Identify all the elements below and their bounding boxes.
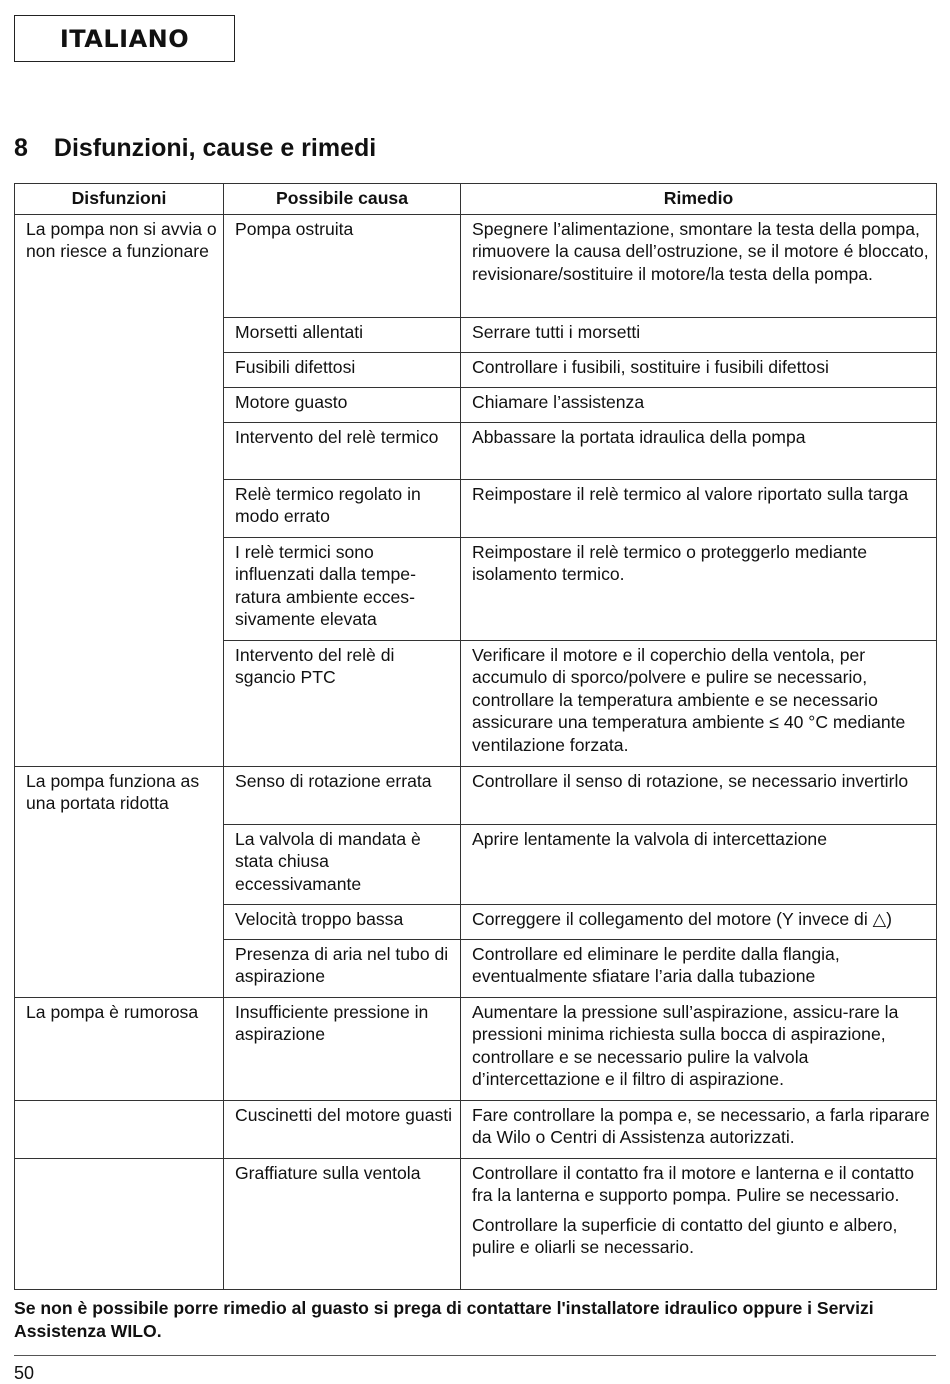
remedy-cell (461, 1100, 937, 1158)
cause-cell: Relè termico regolato in modo errato (224, 479, 461, 537)
table-row (15, 537, 937, 640)
remedy-cell (461, 537, 937, 640)
remedy-cell (461, 766, 937, 824)
remedy-cell (461, 387, 937, 422)
fault-cell: La pompa funziona as una portata ridotta (15, 766, 224, 824)
remedy-text: Correggere il collegamento del motore (Y invece di △) (472, 908, 893, 929)
remedy-cell (461, 939, 937, 997)
remedy-cell (461, 317, 937, 352)
cause-cell: Pompa ostruita (224, 214, 461, 317)
cause-cell: Velocità troppo bassa (224, 904, 461, 939)
section-title (14, 134, 376, 163)
table-row (15, 1158, 937, 1289)
fault-cell (15, 1100, 224, 1158)
fault-cell (15, 422, 224, 479)
column-header-cause: Possibile causa (224, 184, 461, 215)
fault-cell (15, 352, 224, 387)
remedy-cell (461, 824, 937, 904)
remedy-text: Reimpostare il relè termico al valore riportato sulla targa (472, 483, 909, 504)
remedy-text: Fare controllare la pompa e, se necessario, a farla riparare da Wilo o Centri di Assistenza autorizzati. (472, 1104, 930, 1148)
fault-cell (15, 479, 224, 537)
remedy-text: Chiamare l’assistenza (472, 391, 645, 412)
remedy-text: Verificare il motore e il coperchio della ventola, per accumulo di sporco/polvere e pulire se necessario, controllare la temperatura ambiente e se necessario assicurare una temperatura ambiente ≤ 40 °C mediante ventilazione forzata. (472, 644, 906, 755)
troubleshooting-table (14, 183, 937, 1290)
remedy-cell (461, 422, 937, 479)
remedy-cell (461, 640, 937, 766)
remedy-text: Controllare il senso di rotazione, se necessario invertirlo (472, 770, 909, 791)
footer-divider (14, 1355, 936, 1356)
remedy-text: Reimpostare il relè termico o proteggerlo mediante isolamento termico. (472, 541, 868, 585)
support-note: Se non è possibile porre rimedio al guasto si prega di contattare l'installatore idraulico oppure i Servizi Assistenza WILO. (14, 1298, 874, 1341)
cause-cell: La valvola di mandata è stata chiusa eccessivamante (224, 824, 461, 904)
table-row (15, 479, 937, 537)
cause-cell: Presenza di aria nel tubo di aspirazione (224, 939, 461, 997)
remedy-text: Controllare ed eliminare le perdite dalla flangia, eventualmente sfiatare l’aria dalla tubazione (472, 943, 840, 987)
table-row (15, 766, 937, 824)
table-row (15, 997, 937, 1100)
table-row (15, 824, 937, 904)
cause-cell: Motore guasto (224, 387, 461, 422)
remedy-text: Aprire lentamente la valvola di intercettazione (472, 828, 828, 849)
remedy-cell (461, 352, 937, 387)
fault-cell (15, 317, 224, 352)
table-row (15, 939, 937, 997)
cause-cell: Intervento del relè termico (224, 422, 461, 479)
fault-cell: La pompa è rumorosa (15, 997, 224, 1100)
remedy-text: Controllare i fusibili, sostituire i fusibili difettosi (472, 356, 829, 377)
remedy-cell (461, 997, 937, 1100)
remedy-text: Spegnere l’alimentazione, smontare la testa della pompa, rimuovere la causa dell’ostruzione, se il motore é bloccato, revisionare/sostituire il motore/la testa della pompa. (472, 218, 929, 284)
section-heading: Disfunzioni, cause e rimedi (53, 134, 377, 162)
table-row (15, 317, 937, 352)
page-number: 50 (14, 1363, 35, 1383)
cause-cell: Insufficiente pressione in aspirazione (224, 997, 461, 1100)
remedy-cell (461, 1158, 937, 1289)
cause-cell: Senso di rotazione errata (224, 766, 461, 824)
table-row (15, 387, 937, 422)
language-label: ITALIANO (14, 15, 235, 62)
cause-cell: Graffiature sulla ventola (224, 1158, 461, 1289)
remedy-cell (461, 479, 937, 537)
cause-cell: I relè termici sono influenzati dalla tempe-ratura ambiente ecces-sivamente elevata (224, 537, 461, 640)
table-row (15, 1100, 937, 1158)
remedy-text: Controllare il contatto fra il motore e lanterna e il contatto fra la lanterna e supporto pompa. Pulire se necessario. (472, 1162, 915, 1206)
cause-cell: Morsetti allentati (224, 317, 461, 352)
remedy-text: Controllare la superficie di contatto del giunto e albero, pulire e oliarli se necessario. (472, 1214, 898, 1258)
fault-cell: La pompa non si avvia o non riesce a funzionare (15, 214, 224, 317)
remedy-text: Aumentare la pressione sull’aspirazione, assicu-rare la pressioni minima richiesta sulla bocca di aspirazione, controllare e se necessario pulire la valvola d’intercettazione e il filtro di aspirazione. (472, 1001, 899, 1090)
table-row (15, 640, 937, 766)
table-row (15, 352, 937, 387)
column-header-fault: Disfunzioni (15, 184, 224, 215)
column-header-remedy: Rimedio (461, 184, 937, 215)
cause-cell: Fusibili difettosi (224, 352, 461, 387)
section-number: 8 (14, 134, 28, 162)
remedy-cell (461, 904, 937, 939)
fault-cell (15, 537, 224, 640)
cause-cell: Intervento del relè di sgancio PTC (224, 640, 461, 766)
table-header-row (15, 184, 937, 215)
fault-cell (15, 939, 224, 997)
fault-cell (15, 824, 224, 904)
fault-cell (15, 904, 224, 939)
remedy-cell (461, 214, 937, 317)
remedy-text: Abbassare la portata idraulica della pompa (472, 426, 806, 447)
table-row (15, 904, 937, 939)
remedy-text: Serrare tutti i morsetti (472, 321, 641, 342)
table-row (15, 422, 937, 479)
fault-cell (15, 387, 224, 422)
fault-cell (15, 1158, 224, 1289)
table-row (15, 214, 937, 317)
cause-cell: Cuscinetti del motore guasti (224, 1100, 461, 1158)
fault-cell (15, 640, 224, 766)
